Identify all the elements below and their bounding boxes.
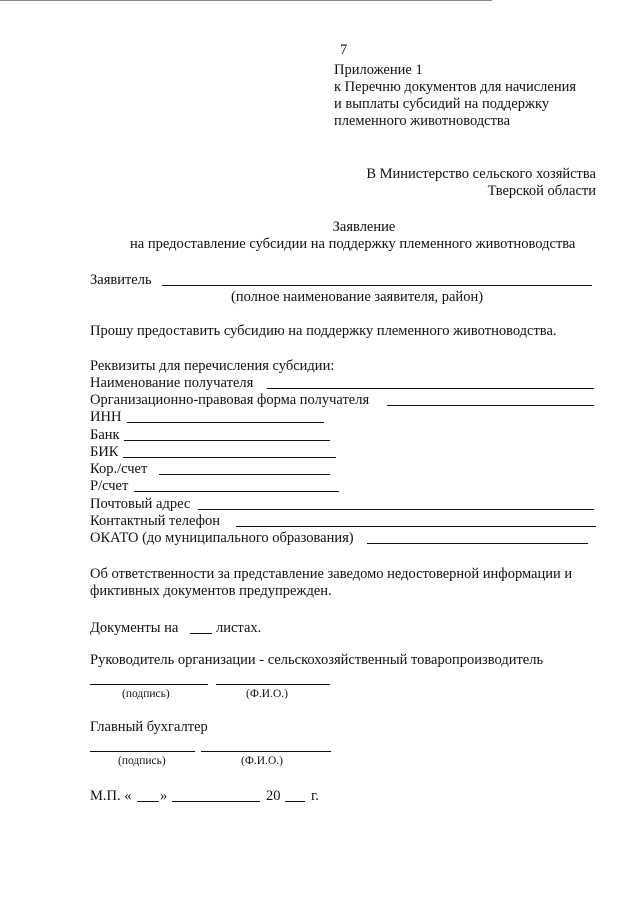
phone-label: Контактный телефон (90, 513, 221, 529)
bik-field[interactable] (123, 457, 336, 458)
date-day-field[interactable] (137, 801, 159, 802)
documents-prefix: Документы на (90, 620, 179, 636)
accountant-signature-hint: (подпись) (118, 755, 166, 767)
phone-field[interactable] (236, 526, 596, 527)
page-number: 7 (340, 42, 348, 58)
appendix-line-1: Приложение 1 (334, 62, 423, 78)
accountant-name-hint: (Ф.И.О.) (241, 755, 283, 767)
appendix-line-2: к Перечню документов для начисления (334, 79, 577, 95)
liability-line-1: Об ответственности за представление заведомо недостоверной информации и (90, 566, 573, 582)
head-name-hint: (Ф.И.О.) (246, 688, 288, 700)
bik-label: БИК (90, 444, 119, 460)
request-text: Прошу предоставить субсидию на поддержку племенного животноводства. (90, 323, 557, 339)
applicant-hint: (полное наименование заявителя, район) (231, 289, 484, 305)
legal-form-field[interactable] (387, 405, 594, 406)
head-name-field[interactable] (216, 684, 330, 685)
head-label: Руководитель организации - сельскохозяйственный товаропроизводитель (90, 652, 544, 668)
addressee-line-2: Тверской области (487, 183, 596, 199)
postal-address-field[interactable] (198, 509, 594, 510)
year-prefix: 20 (266, 788, 281, 804)
page-top-border (0, 0, 492, 1)
document-subtitle: на предоставление субсидии на поддержку племенного животноводства (130, 236, 576, 252)
year-suffix: г. (311, 788, 319, 804)
applicant-field[interactable] (162, 285, 592, 286)
document-title: Заявление (332, 219, 396, 235)
postal-address-label: Почтовый адрес (90, 496, 191, 512)
inn-field[interactable] (127, 422, 324, 423)
account-label: Р/счет (90, 478, 129, 494)
stamp-close-quote: » (160, 788, 168, 804)
requisites-heading: Реквизиты для перечисления субсидии: (90, 358, 335, 374)
corr-account-label: Кор./счет (90, 461, 148, 477)
documents-count-field[interactable] (190, 633, 212, 634)
stamp-mp: М.П. « (90, 788, 132, 804)
recipient-name-field[interactable] (267, 388, 594, 389)
date-year-field[interactable] (285, 801, 305, 802)
liability-line-2: фиктивных документов предупрежден. (90, 583, 332, 599)
legal-form-label: Организационно-правовая форма получателя (90, 392, 370, 408)
appendix-line-4: племенного животноводства (334, 113, 511, 129)
corr-account-field[interactable] (159, 474, 330, 475)
addressee-line-1: В Министерство сельского хозяйства (366, 166, 596, 182)
head-signature-hint: (подпись) (122, 688, 170, 700)
appendix-line-3: и выплаты субсидий на поддержку (334, 96, 550, 112)
date-month-field[interactable] (172, 801, 260, 802)
applicant-label: Заявитель (90, 272, 152, 288)
inn-label: ИНН (90, 409, 122, 425)
accountant-name-field[interactable] (201, 751, 331, 752)
bank-field[interactable] (124, 440, 330, 441)
head-signature-field[interactable] (90, 684, 208, 685)
bank-label: Банк (90, 427, 120, 443)
okato-label: ОКАТО (до муниципального образования) (90, 530, 354, 546)
okato-field[interactable] (367, 543, 588, 544)
accountant-label: Главный бухгалтер (90, 719, 208, 735)
recipient-name-label: Наименование получателя (90, 375, 254, 391)
account-field[interactable] (134, 491, 339, 492)
accountant-signature-field[interactable] (90, 751, 195, 752)
documents-suffix: листах. (216, 620, 262, 636)
